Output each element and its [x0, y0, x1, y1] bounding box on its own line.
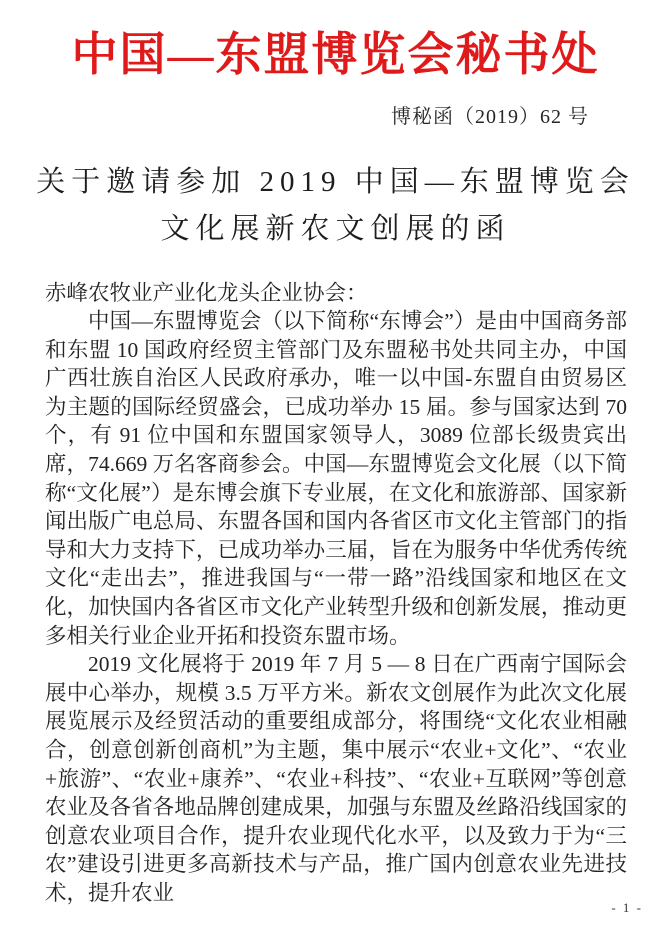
- letter-body: [45, 279, 627, 908]
- page-number: - 1 -: [611, 900, 643, 915]
- paragraph-intro-expo: 中国—东盟博览会（以下简称“东博会”）是由中国商务部和东盟 10 国政府经贸主管部门及东盟秘书处共同主办，中国广西壮族自治区人民政府承办，唯一以中国-东盟自由贸易区为主题的国际经贸盛会，已成功举办 15 届。参与国家达到 70 个，有 91 位中国和东盟国家领导人，3089 位部长级贵宾出席，74.669 万名客商参会。中国—东盟博览会文化展（以下简称“文化展”）是东博会旗下专业展，在文化和旅游部、国家新闻出版广电总局、东盟各国和国内各省区市文化主管部门的指导和大力支持下，已成功举办三届，旨在为服务中华优秀传统文化“走出去”，推进我国与“一带一路”沿线国家和地区在文化，加快国内各省区市文化产业转型升级和创新发展，推动更多相关行业企业开拓和投资东盟市场。: [45, 309, 627, 648]
- document-title: [0, 159, 671, 253]
- document-title-line1: 关于邀请参加 2019 中国—东盟博览会: [36, 165, 635, 198]
- letterhead-title: 中国—东盟博览会秘书处: [71, 29, 600, 80]
- salutation: 赤峰农牧业产业化龙头企业协会：: [45, 280, 368, 305]
- document-number: 博秘函（2019）62 号: [391, 105, 589, 128]
- document-title-line2: 文化展新农文创展的函: [160, 212, 511, 245]
- paragraph-2019-exhibition: 2019 文化展将于 2019 年 7 月 5 — 8 日在广西南宁国际会展中心举办，规模 3.5 万平方米。新农文创展作为此次文化展展览展示及经贸活动的重要组成部分，将围绕“文化农业相融合，创意创新创商机”为主题，集中展示“农业+文化”、“农业+旅游”、“农业+康养”、“农业+科技”、“农业+互联网”等创意农业及各省各地品牌创建成果，加强与东盟及丝路沿线国家的创意农业项目合作，提升农业现代化水平，以及致力于为“三农”建设引进更多高新技术与产品，推广国内创意农业先进技术，提升农业: [45, 652, 627, 905]
